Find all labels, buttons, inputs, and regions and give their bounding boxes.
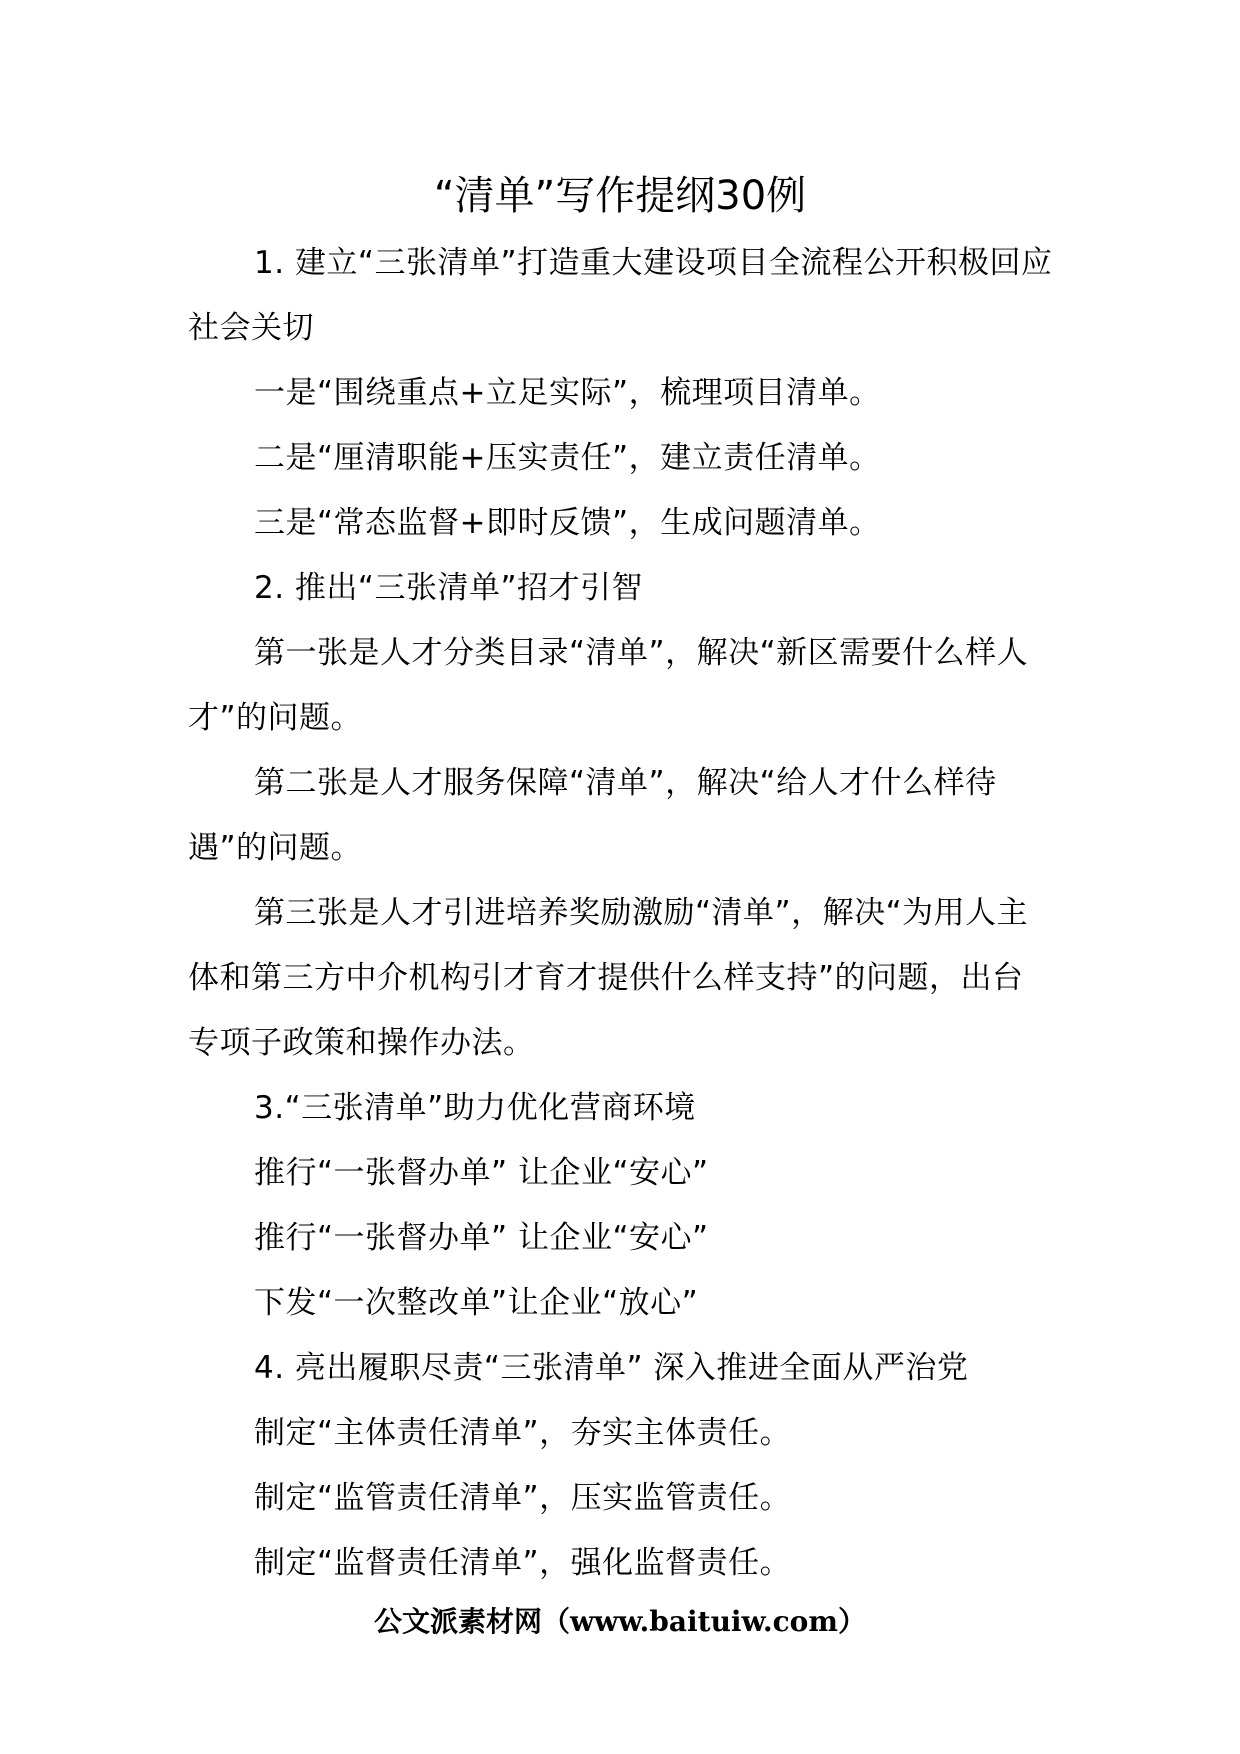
paragraph-10: 推行“一张督办单” 让企业“安心” (254, 1155, 709, 1191)
paragraph-13: 4. 亮出履职尽责“三张清单” 深入推进全面从严治党 (254, 1350, 969, 1386)
paragraph-15: 制定“监管责任清单”，压实监管责任。 (254, 1480, 792, 1516)
document-body (188, 231, 1054, 1596)
paragraph-8: 第三张是人才引进培养奖励激励“清单”，解决“为用人主体和第三方中介机构引才育才提供什么样支持”的问题，出台专项子政策和操作办法。 (188, 895, 1029, 1061)
paragraph-14: 制定“主体责任清单”，夯实主体责任。 (254, 1415, 792, 1451)
footer-source: 公文派素材网（www.baituiw.com） (374, 1605, 866, 1638)
paragraph-2: 一是“围绕重点+立足实际”，梳理项目清单。 (254, 375, 881, 411)
paragraph-9: 3.“三张清单”助力优化营商环境 (254, 1090, 696, 1126)
document-title: “清单”写作提纲30例 (433, 173, 807, 219)
paragraph-12: 下发“一次整改单”让企业“放心” (254, 1285, 699, 1321)
paragraph-3: 二是“厘清职能+压实责任”，建立责任清单。 (254, 440, 881, 476)
paragraph-1: 1. 建立“三张清单”打造重大建设项目全流程公开积极回应社会关切 (188, 245, 1053, 346)
paragraph-11: 推行“一张督办单” 让企业“安心” (254, 1220, 709, 1256)
paragraph-6: 第一张是人才分类目录“清单”，解决“新区需要什么样人才”的问题。 (188, 635, 1029, 736)
paragraph-5: 2. 推出“三张清单”招才引智 (254, 570, 644, 606)
paragraph-4: 三是“常态监督+即时反馈”，生成问题清单。 (254, 505, 881, 541)
paragraph-16: 制定“监督责任清单”，强化监督责任。 (254, 1545, 792, 1581)
paragraph-7: 第二张是人才服务保障“清单”，解决“给人才什么样待遇”的问题。 (188, 765, 997, 866)
